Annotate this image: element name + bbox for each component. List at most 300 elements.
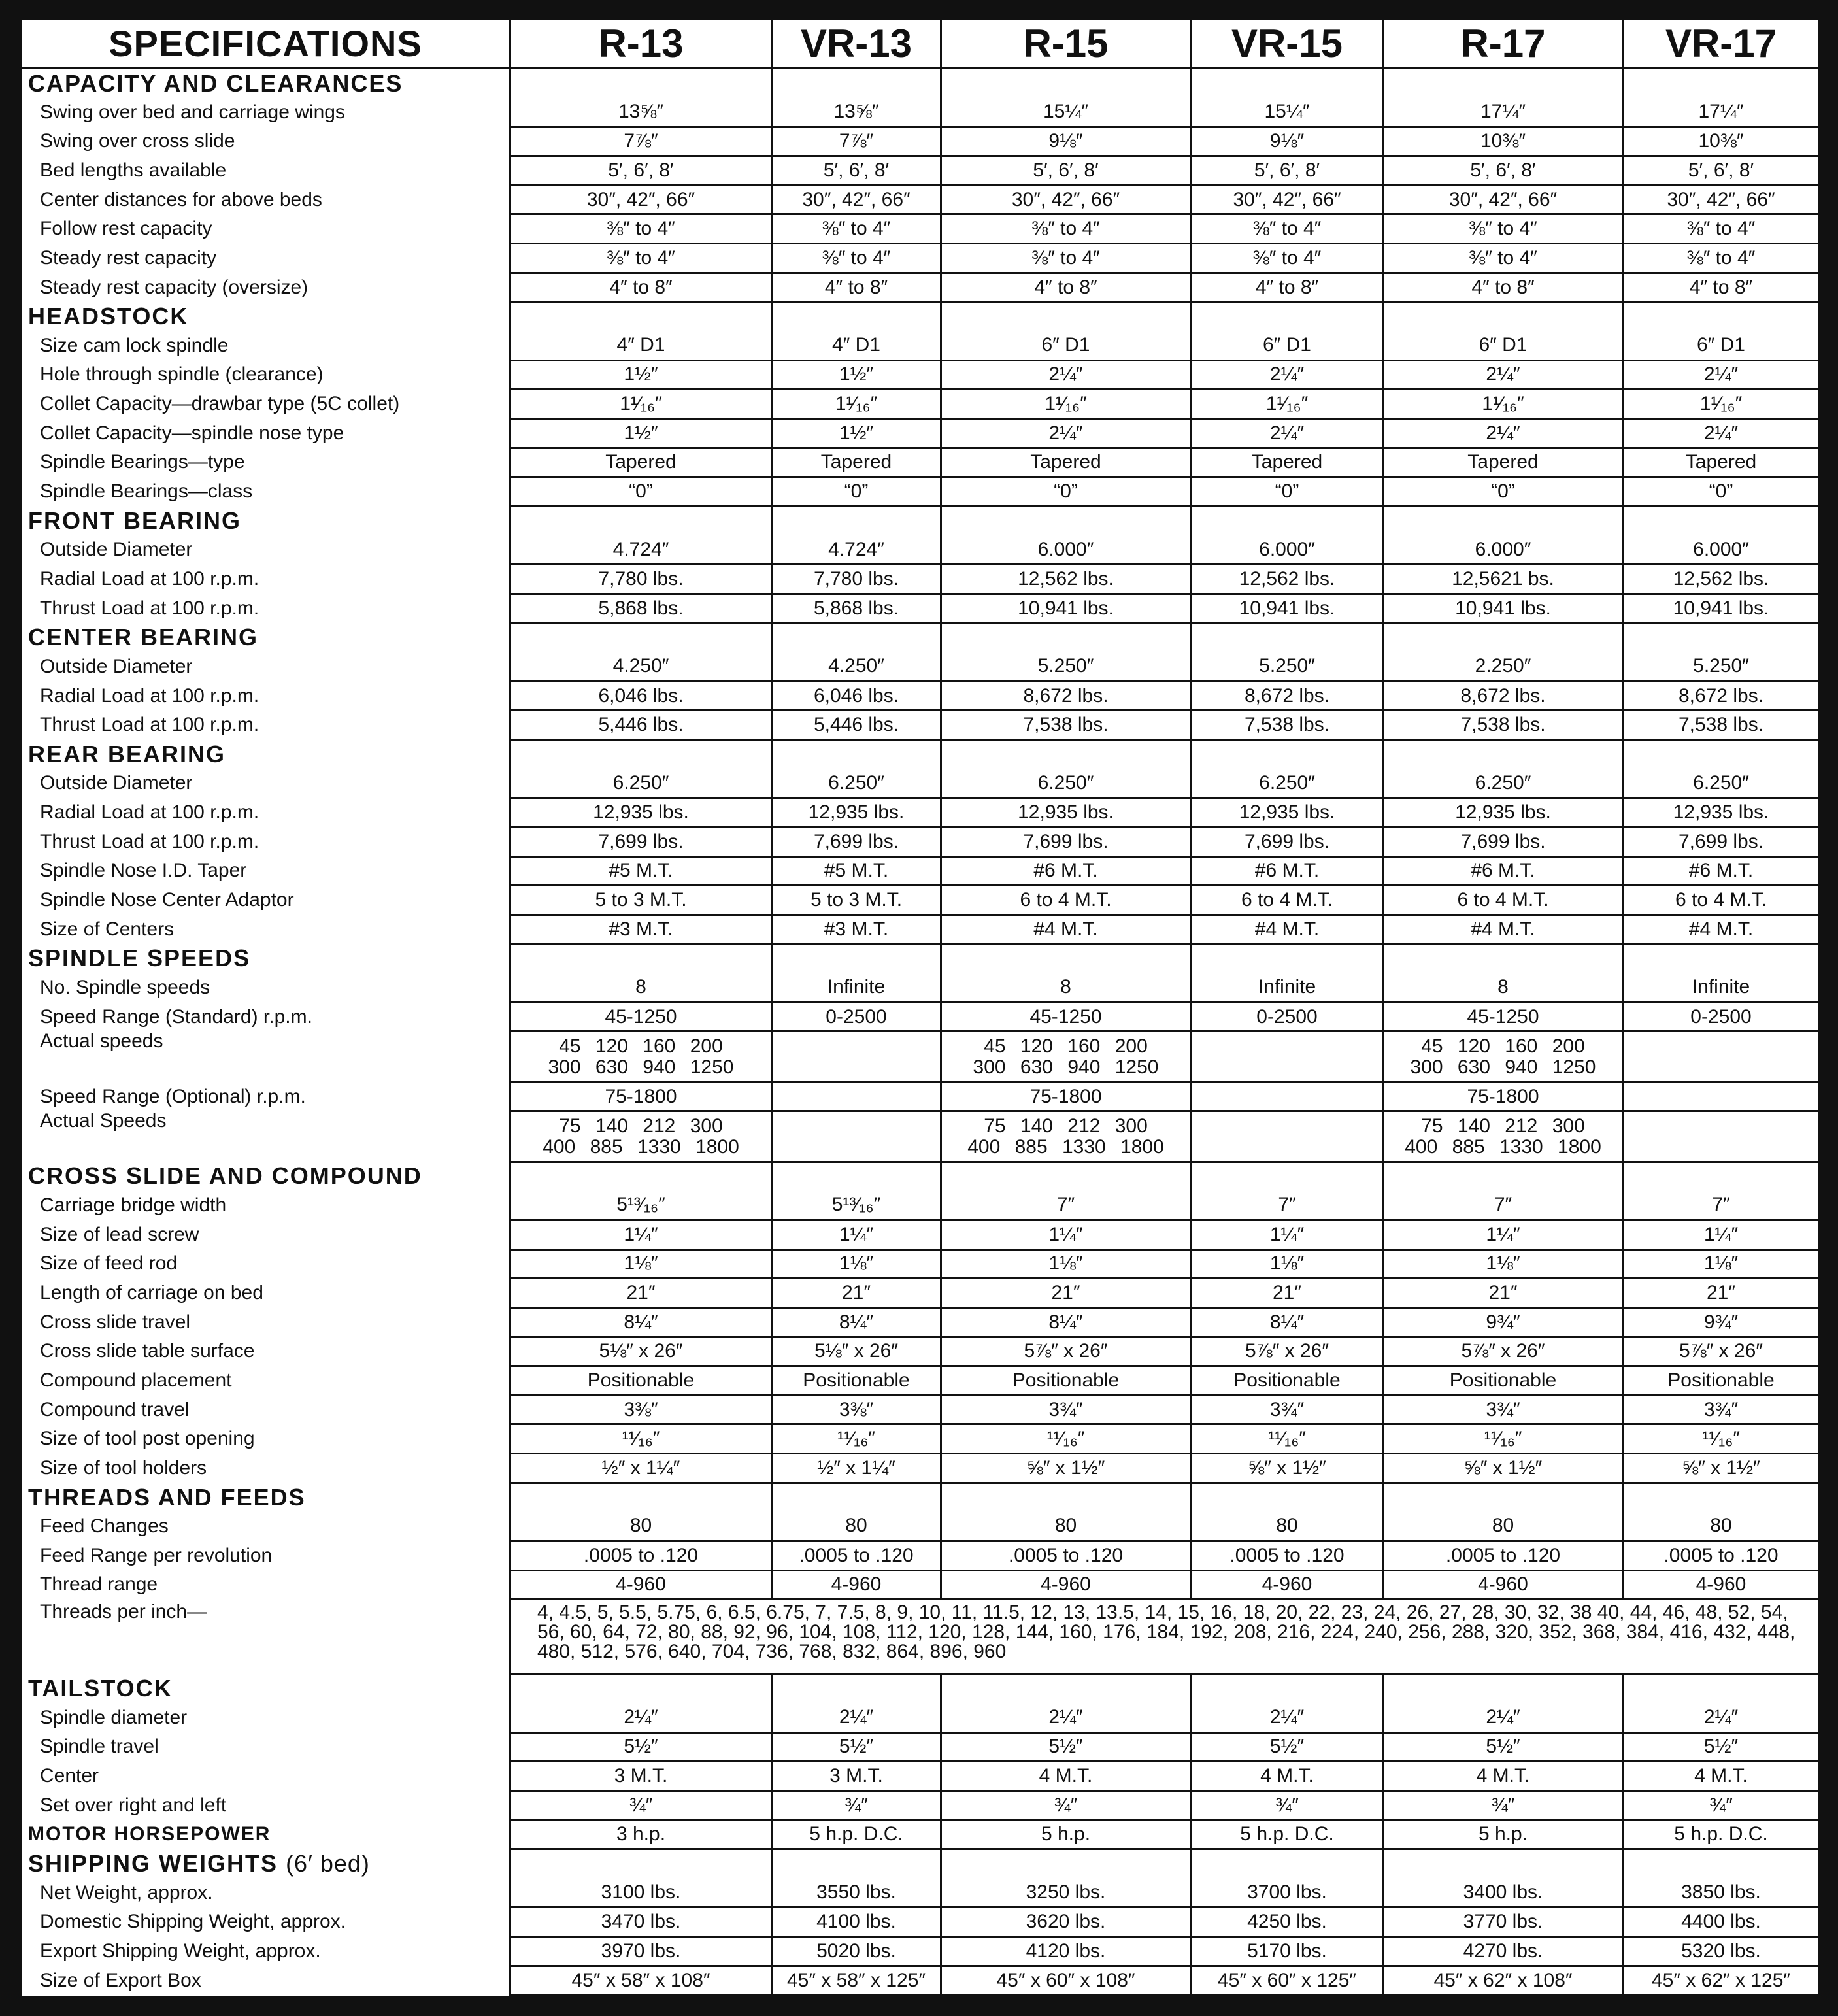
section-row [21, 1483, 1820, 1512]
section-blank-cell [1623, 302, 1820, 331]
spec-value: 3970 lbs. [510, 1936, 772, 1966]
spec-label: Spindle Bearings—type [21, 448, 510, 477]
spec-value: 5320 lbs. [1623, 1936, 1820, 1966]
spec-row [21, 214, 1820, 244]
spec-value: 1¹⁄₁₆″ [1623, 390, 1820, 419]
spec-value: 5⅞″ x 26″ [941, 1337, 1191, 1366]
spec-label: Carriage bridge width [21, 1191, 510, 1220]
spec-value: Infinite [772, 973, 941, 1003]
spec-value: ½″ x 1¼″ [510, 1454, 772, 1483]
spec-value: 45″ x 62″ x 125″ [1623, 1966, 1820, 1995]
spec-value: 80 [510, 1512, 772, 1541]
spec-value: ⅜″ to 4″ [772, 214, 941, 244]
spec-value: 5170 lbs. [1191, 1936, 1384, 1966]
actual-speeds-optional [1405, 1116, 1601, 1158]
section-blank-cell [1191, 1849, 1384, 1879]
header-row [21, 20, 1820, 69]
spec-value: 12,935 lbs. [510, 798, 772, 828]
spec-row [21, 1762, 1820, 1791]
section-blank-cell [1623, 740, 1820, 769]
speed-line: 45 120 160 200 [559, 1035, 723, 1057]
spec-value: 1¼″ [1623, 1220, 1820, 1249]
spec-value: 8 [1384, 973, 1623, 1003]
spec-value: 6.000″ [1623, 535, 1820, 565]
spec-value: 6.250″ [510, 769, 772, 798]
spec-row [21, 1249, 1820, 1279]
spec-value: 5.250″ [1191, 652, 1384, 682]
spec-value: Tapered [941, 448, 1191, 477]
spec-value: #3 M.T. [510, 915, 772, 944]
spec-value: Tapered [510, 448, 772, 477]
spec-label: Swing over cross slide [21, 127, 510, 156]
spec-value: #4 M.T. [1623, 915, 1820, 944]
spec-value [1623, 1032, 1820, 1082]
spec-value: 7″ [1191, 1191, 1384, 1220]
spec-value: 8¼″ [772, 1307, 941, 1337]
spec-value: 5,446 lbs. [510, 711, 772, 740]
section-row [21, 1674, 1820, 1704]
spec-label: Speed Range (Standard) r.p.m. [21, 1002, 510, 1032]
section-blank-cell [1384, 1162, 1623, 1191]
spec-value: “0” [510, 477, 772, 507]
spec-value: 4270 lbs. [1384, 1936, 1623, 1966]
spec-value: 4″ to 8″ [1623, 273, 1820, 302]
spec-value: 3¾″ [941, 1395, 1191, 1424]
spec-value: ½″ x 1¼″ [772, 1454, 941, 1483]
spec-value: 5½″ [1191, 1732, 1384, 1762]
spec-label: Cross slide travel [21, 1307, 510, 1337]
spec-row [21, 1366, 1820, 1396]
spec-value: Infinite [1191, 973, 1384, 1003]
section-blank-cell [772, 740, 941, 769]
section-blank-cell [1191, 944, 1384, 973]
spec-value: 12,935 lbs. [941, 798, 1191, 828]
spec-value: 5′, 6′, 8′ [772, 156, 941, 186]
spec-value: 80 [941, 1512, 1191, 1541]
section-blank-cell [941, 506, 1191, 535]
spec-label: Spindle travel [21, 1732, 510, 1762]
spec-label: Radial Load at 100 r.p.m. [21, 565, 510, 594]
spec-value: 5′, 6′, 8′ [1623, 156, 1820, 186]
spec-label: Size of Centers [21, 915, 510, 944]
spec-value: 6.000″ [941, 535, 1191, 565]
spec-label: Set over right and left [21, 1790, 510, 1820]
spec-value: 4-960 [772, 1570, 941, 1600]
spec-value: 15¼″ [941, 97, 1191, 127]
spec-value: “0” [941, 477, 1191, 507]
spec-value: 2¼″ [772, 1703, 941, 1732]
spec-value: 6.250″ [772, 769, 941, 798]
spec-value: “0” [772, 477, 941, 507]
spec-value: ⅜″ to 4″ [1191, 214, 1384, 244]
spec-value: 6″ D1 [1384, 331, 1623, 361]
spec-value: ⅜″ to 4″ [1623, 244, 1820, 273]
spec-row [21, 448, 1820, 477]
spec-value: 9⅛″ [941, 127, 1191, 156]
spec-value: 12,935 lbs. [1384, 798, 1623, 828]
spec-value: 5 h.p. D.C. [772, 1820, 941, 1849]
section-row [21, 1162, 1820, 1191]
spec-value: 8,672 lbs. [1191, 681, 1384, 711]
spec-value [1191, 1111, 1384, 1162]
spec-value [1384, 1111, 1623, 1162]
spec-value: 5020 lbs. [772, 1936, 941, 1966]
spec-label: Collet Capacity—spindle nose type [21, 418, 510, 448]
spec-value: 4.250″ [510, 652, 772, 682]
spec-value: 6″ D1 [941, 331, 1191, 361]
section-row [21, 506, 1820, 535]
spec-value: 5 to 3 M.T. [510, 886, 772, 915]
spec-value: ¾″ [772, 1790, 941, 1820]
spec-value: 12,935 lbs. [772, 798, 941, 828]
spec-row [21, 1541, 1820, 1571]
spec-value: ¾″ [941, 1790, 1191, 1820]
spec-value: 5⅞″ x 26″ [1384, 1337, 1623, 1366]
spec-label: Follow rest capacity [21, 214, 510, 244]
spec-value: 21″ [1384, 1279, 1623, 1308]
spec-value: ¾″ [510, 1790, 772, 1820]
spec-value: 3 M.T. [772, 1762, 941, 1791]
spec-value: ⅜″ to 4″ [1623, 214, 1820, 244]
spec-label: Domestic Shipping Weight, approx. [21, 1907, 510, 1937]
spec-value: 3⅜″ [510, 1395, 772, 1424]
section-blank-cell [1191, 1162, 1384, 1191]
spec-value: 2¼″ [941, 1703, 1191, 1732]
spec-label: Steady rest capacity (oversize) [21, 273, 510, 302]
spec-value: 3620 lbs. [941, 1907, 1191, 1937]
actual-speeds-optional [967, 1116, 1164, 1158]
model-header: VR-13 [772, 20, 941, 69]
spec-value: 2¼″ [1191, 360, 1384, 390]
spec-row [21, 360, 1820, 390]
spec-value: 4120 lbs. [941, 1936, 1191, 1966]
section-blank-cell [1384, 1849, 1623, 1879]
section-blank-cell [1384, 506, 1623, 535]
spec-value: ⅜″ to 4″ [1191, 244, 1384, 273]
section-row [21, 1849, 1820, 1879]
section-blank-cell [510, 302, 772, 331]
spec-value: 5⅛″ x 26″ [510, 1337, 772, 1366]
section-blank-cell [510, 944, 772, 973]
spec-value: Positionable [510, 1366, 772, 1396]
model-header: R-15 [941, 20, 1191, 69]
speed-line: 300 630 940 1250 [973, 1056, 1159, 1078]
section-blank-cell [772, 1162, 941, 1191]
spec-row [21, 418, 1820, 448]
spec-value: 45-1250 [941, 1002, 1191, 1032]
section-blank-cell [1191, 740, 1384, 769]
spec-value: 45-1250 [1384, 1002, 1623, 1032]
section-blank-cell [1384, 740, 1623, 769]
section-blank-cell [510, 1483, 772, 1512]
spec-value: 30″, 42″, 66″ [1623, 185, 1820, 214]
spec-row [21, 390, 1820, 419]
section-title: THREADS AND FEEDS [21, 1483, 510, 1512]
spec-row [21, 681, 1820, 711]
spec-value: 13⅝″ [772, 97, 941, 127]
spec-value [941, 1111, 1191, 1162]
speed-line: 300 630 940 1250 [1410, 1056, 1596, 1078]
spec-value [1623, 1111, 1820, 1162]
actual-speeds-standard [973, 1036, 1159, 1078]
spec-value: 10,941 lbs. [1623, 594, 1820, 623]
actual-speeds-optional [543, 1116, 739, 1158]
speed-line: 75 140 212 300 [1421, 1115, 1585, 1137]
spec-value: 6 to 4 M.T. [1384, 886, 1623, 915]
spec-row [21, 477, 1820, 507]
spec-value: 5′, 6′, 8′ [1191, 156, 1384, 186]
spec-value: 4 M.T. [1623, 1762, 1820, 1791]
spec-value: 0-2500 [772, 1002, 941, 1032]
spec-value: 1¼″ [510, 1220, 772, 1249]
section-blank-cell [510, 506, 772, 535]
spec-value: 6.000″ [1191, 535, 1384, 565]
spec-value: 15¼″ [1191, 97, 1384, 127]
spec-value: #4 M.T. [1191, 915, 1384, 944]
section-blank-cell [510, 1674, 772, 1704]
spec-value: 6.250″ [941, 769, 1191, 798]
spec-value: 21″ [1623, 1279, 1820, 1308]
spec-label: Center [21, 1762, 510, 1791]
spec-row [21, 652, 1820, 682]
spec-value: 7,538 lbs. [1191, 711, 1384, 740]
spec-row [21, 185, 1820, 214]
spec-value: #4 M.T. [941, 915, 1191, 944]
actual-speeds-standard [548, 1036, 734, 1078]
spec-value: 12,5621 bs. [1384, 565, 1623, 594]
spec-row [21, 711, 1820, 740]
spec-value: 13⅝″ [510, 97, 772, 127]
spec-value: ¾″ [1384, 1790, 1623, 1820]
spec-value: 6.250″ [1623, 769, 1820, 798]
spec-value: Positionable [1623, 1366, 1820, 1396]
spec-label: Collet Capacity—drawbar type (5C collet) [21, 390, 510, 419]
spec-value: 1¼″ [941, 1220, 1191, 1249]
section-blank-cell [510, 69, 772, 98]
spec-row [21, 856, 1820, 886]
spec-value: 7,538 lbs. [1623, 711, 1820, 740]
spec-value: 30″, 42″, 66″ [510, 185, 772, 214]
spec-value: #6 M.T. [1191, 856, 1384, 886]
spec-label: Actual speeds [21, 1032, 510, 1082]
spec-value: 2.250″ [1384, 652, 1623, 682]
spec-row [21, 1936, 1820, 1966]
spec-row [21, 1907, 1820, 1937]
section-blank-cell [510, 740, 772, 769]
section-blank-cell [1623, 506, 1820, 535]
spec-value: 5¹³⁄₁₆″ [772, 1191, 941, 1220]
spec-value: ⅝″ x 1½″ [941, 1454, 1191, 1483]
spec-value: 1¼″ [1191, 1220, 1384, 1249]
section-blank-cell [941, 944, 1191, 973]
shipping-note: (6′ bed) [286, 1849, 370, 1877]
spec-value: 1¹⁄₁₆″ [941, 390, 1191, 419]
spec-row [21, 97, 1820, 127]
section-title: CROSS SLIDE AND COMPOUND [21, 1162, 510, 1191]
section-blank-cell [772, 623, 941, 652]
spec-value: 4-960 [510, 1570, 772, 1600]
spec-value: ⅜″ to 4″ [510, 214, 772, 244]
spec-value: 1⅛″ [941, 1249, 1191, 1279]
spec-label: Size of tool holders [21, 1454, 510, 1483]
spec-value: 6 to 4 M.T. [941, 886, 1191, 915]
spec-value: 6 to 4 M.T. [1191, 886, 1384, 915]
spec-value: 75-1800 [510, 1082, 772, 1111]
spec-row [21, 594, 1820, 623]
spec-value: 4″ D1 [772, 331, 941, 361]
spec-value: Tapered [1191, 448, 1384, 477]
spec-value: 1¹⁄₁₆″ [1191, 390, 1384, 419]
section-blank-cell [1191, 623, 1384, 652]
spec-value: 4″ to 8″ [1191, 273, 1384, 302]
section-blank-cell [941, 623, 1191, 652]
section-title: CAPACITY AND CLEARANCES [21, 69, 510, 98]
spec-label: Steady rest capacity [21, 244, 510, 273]
spec-value: 9⅛″ [1191, 127, 1384, 156]
spec-value: ⅝″ x 1½″ [1384, 1454, 1623, 1483]
spec-value: #6 M.T. [1623, 856, 1820, 886]
spec-value: 10⅜″ [1384, 127, 1623, 156]
spec-value: 8 [510, 973, 772, 1003]
spec-value: 12,562 lbs. [1191, 565, 1384, 594]
spec-value: 7,699 lbs. [1384, 827, 1623, 856]
spec-value: 21″ [1191, 1279, 1384, 1308]
spec-value: Tapered [1623, 448, 1820, 477]
spec-value: ¹¹⁄₁₆″ [1623, 1424, 1820, 1454]
spec-value: 10,941 lbs. [941, 594, 1191, 623]
spec-value: 30″, 42″, 66″ [941, 185, 1191, 214]
spec-value: 45-1250 [510, 1002, 772, 1032]
spec-value: 10,941 lbs. [1384, 594, 1623, 623]
spec-label: Net Weight, approx. [21, 1878, 510, 1907]
spec-value: 1⅛″ [1191, 1249, 1384, 1279]
section-blank-cell [510, 1849, 772, 1879]
spec-value: 12,562 lbs. [1623, 565, 1820, 594]
spec-value: Tapered [1384, 448, 1623, 477]
section-blank-cell [941, 740, 1191, 769]
spec-value: 6 to 4 M.T. [1623, 886, 1820, 915]
spec-row [21, 1703, 1820, 1732]
spec-row [21, 1307, 1820, 1337]
spec-value: ¹¹⁄₁₆″ [941, 1424, 1191, 1454]
spec-row [21, 273, 1820, 302]
spec-value: 45″ x 60″ x 125″ [1191, 1966, 1384, 1995]
spec-row [21, 1966, 1820, 1995]
spec-value: 2¼″ [1623, 1703, 1820, 1732]
spec-value: 4400 lbs. [1623, 1907, 1820, 1937]
spec-value: 12,935 lbs. [1623, 798, 1820, 828]
spec-value [941, 1032, 1191, 1082]
speed-line: 300 630 940 1250 [548, 1056, 734, 1078]
section-row [21, 302, 1820, 331]
spec-row [21, 769, 1820, 798]
spec-value: 2¼″ [1384, 360, 1623, 390]
spec-value: 7″ [941, 1191, 1191, 1220]
spec-value: 8,672 lbs. [1623, 681, 1820, 711]
spec-value: #5 M.T. [510, 856, 772, 886]
model-header: VR-17 [1623, 20, 1820, 69]
section-title: MOTOR HORSEPOWER [21, 1820, 510, 1849]
spec-row [21, 1279, 1820, 1308]
spec-label: Actual Speeds [21, 1111, 510, 1162]
spec-row [21, 1002, 1820, 1032]
specifications-table [20, 20, 1820, 1996]
spec-value: 80 [1191, 1512, 1384, 1541]
spec-value: 5⅞″ x 26″ [1191, 1337, 1384, 1366]
spec-value: 1¹⁄₁₆″ [510, 390, 772, 419]
spec-value: 7,699 lbs. [941, 827, 1191, 856]
spec-value: 2¼″ [941, 418, 1191, 448]
spec-value: .0005 to .120 [510, 1541, 772, 1571]
spec-label: Size of feed rod [21, 1249, 510, 1279]
spec-value: 6.250″ [1191, 769, 1384, 798]
spec-value: 1⅛″ [1384, 1249, 1623, 1279]
spec-value: 10,941 lbs. [1191, 594, 1384, 623]
spec-value: 1½″ [772, 418, 941, 448]
spec-value: 2¼″ [1623, 418, 1820, 448]
shipping-title: SHIPPING WEIGHTS [28, 1849, 278, 1877]
spec-value: 2¼″ [941, 360, 1191, 390]
spec-value: 7,780 lbs. [772, 565, 941, 594]
section-row [21, 623, 1820, 652]
spec-value: 3¾″ [1623, 1395, 1820, 1424]
section-row [21, 944, 1820, 973]
section-title: FRONT BEARING [21, 506, 510, 535]
section-blank-cell [1623, 1162, 1820, 1191]
spec-row [21, 1395, 1820, 1424]
spec-row [21, 1082, 1820, 1111]
spec-label: Size of Export Box [21, 1966, 510, 1995]
spec-value [1384, 1032, 1623, 1082]
spec-value: 3 h.p. [510, 1820, 772, 1849]
spec-value: 1¼″ [772, 1220, 941, 1249]
spec-value: Positionable [941, 1366, 1191, 1396]
spec-value: 4″ to 8″ [772, 273, 941, 302]
spec-row [21, 1191, 1820, 1220]
speed-line: 400 885 1330 1800 [543, 1135, 739, 1158]
section-blank-cell [941, 1849, 1191, 1879]
spec-row [21, 1512, 1820, 1541]
spec-value: 10⅜″ [1623, 127, 1820, 156]
spec-value: 5 h.p. D.C. [1191, 1820, 1384, 1849]
spec-value: .0005 to .120 [772, 1541, 941, 1571]
spec-value: 5 to 3 M.T. [772, 886, 941, 915]
spec-value: 1¹⁄₁₆″ [1384, 390, 1623, 419]
spec-label: Outside Diameter [21, 769, 510, 798]
spec-value: 1½″ [772, 360, 941, 390]
spec-value: 7,699 lbs. [1191, 827, 1384, 856]
section-blank-cell [941, 302, 1191, 331]
spec-value: 4″ to 8″ [1384, 273, 1623, 302]
spec-label: Swing over bed and carriage wings [21, 97, 510, 127]
section-blank-cell [1623, 623, 1820, 652]
spec-value: 5½″ [941, 1732, 1191, 1762]
spec-label: Spindle Bearings—class [21, 477, 510, 507]
spec-value: .0005 to .120 [941, 1541, 1191, 1571]
spec-value: 4.724″ [510, 535, 772, 565]
spec-value: “0” [1384, 477, 1623, 507]
spec-value: Positionable [772, 1366, 941, 1396]
spec-value: 3 M.T. [510, 1762, 772, 1791]
section-blank-cell [1623, 69, 1820, 98]
spec-row [21, 565, 1820, 594]
spec-value: 5,868 lbs. [772, 594, 941, 623]
spec-value [510, 1111, 772, 1162]
spec-value [510, 1032, 772, 1082]
speed-line: 400 885 1330 1800 [967, 1135, 1164, 1158]
section-blank-cell [1191, 302, 1384, 331]
spec-value: ¹¹⁄₁₆″ [1384, 1424, 1623, 1454]
